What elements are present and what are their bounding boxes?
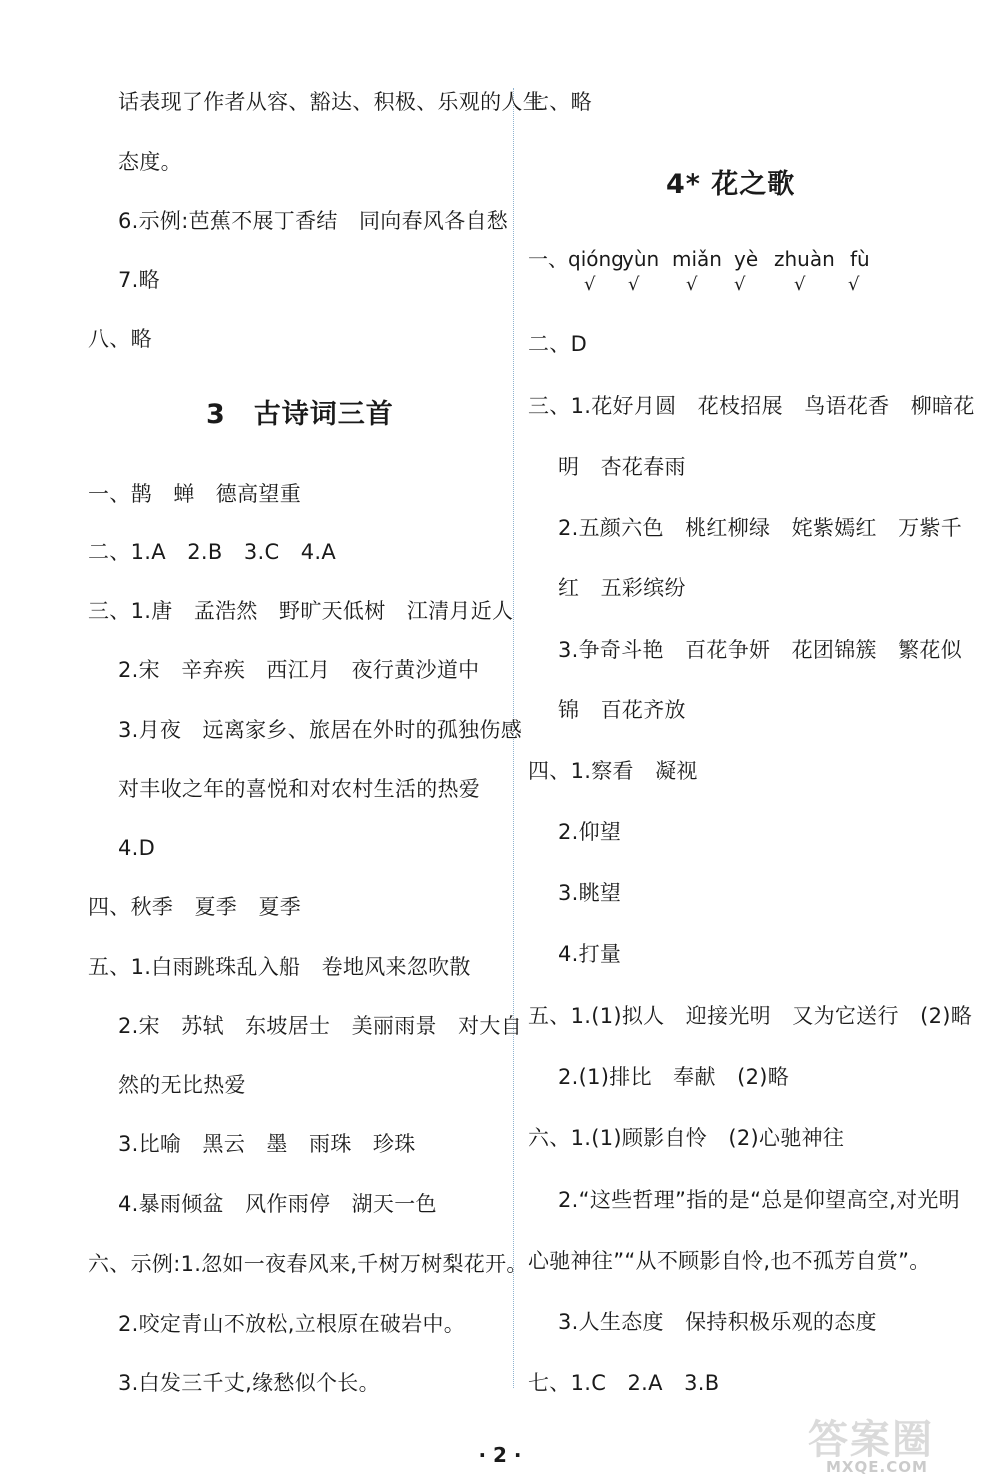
answer-line: 一、鹊 蝉 德高望重 <box>88 482 301 506</box>
answer-line: 三、1.唐 孟浩然 野旷天低树 江清月近人 <box>88 599 514 623</box>
pinyin-answer-row <box>528 246 948 306</box>
answer-line: 3.白发三千丈,缘愁似个长。 <box>118 1371 380 1395</box>
answer-line: 6.示例:芭蕉不展丁香结 同向春风各自愁 <box>118 209 509 233</box>
pinyin-item: zhuàn <box>774 247 835 271</box>
answer-line: 五、1.白雨跳珠乱入船 卷地风来忽吹散 <box>88 955 471 979</box>
answer-line: 2.咬定青山不放松,立根原在破岩中。 <box>118 1312 466 1336</box>
pinyin-item: yè <box>734 247 759 271</box>
answer-line: 六、示例:1.忽如一夜春风来,千树万树梨花开。 <box>88 1252 528 1276</box>
answer-line: 2.(1)排比 奉献 (2)略 <box>558 1065 790 1089</box>
answer-line: 二、1.A 2.B 3.C 4.A <box>88 540 337 564</box>
answer-line: 红 五彩缤纷 <box>558 576 686 600</box>
watermark-url: MXQE.COM <box>826 1458 928 1476</box>
answer-line: 2.“这些哲理”指的是“总是仰望高空,对光明 <box>558 1188 960 1212</box>
answer-line: 七、略 <box>528 90 592 114</box>
pinyin-item: yùn <box>622 247 660 271</box>
check-mark-icon: √ <box>584 274 596 295</box>
answer-line: 然的无比热爱 <box>118 1073 246 1097</box>
answer-line: 3.月夜 远离家乡、旅居在外时的孤独伤感 <box>118 718 523 742</box>
answer-line: 对丰收之年的喜悦和对农村生活的热爱 <box>118 777 481 801</box>
answer-line: 四、1.察看 凝视 <box>528 759 698 783</box>
answer-line: 二、D <box>528 332 588 356</box>
watermark-logo: 答案圈 <box>808 1416 934 1463</box>
check-mark-icon: √ <box>794 274 806 295</box>
answer-line: 3.争奇斗艳 百花争妍 花团锦簇 繁花似 <box>558 638 963 662</box>
pinyin-item: fù <box>850 247 870 271</box>
answer-line: 2.宋 苏轼 东坡居士 美丽雨景 对大自 <box>118 1014 523 1038</box>
answer-line: 四、秋季 夏季 夏季 <box>88 895 301 919</box>
answer-line: 2.五颜六色 桃红柳绿 姹紫嫣红 万紫千 <box>558 516 963 540</box>
answer-line: 3.比喻 黑云 墨 雨珠 珍珠 <box>118 1132 416 1156</box>
check-mark-icon: √ <box>628 274 640 295</box>
pinyin-item: qióng <box>568 247 624 271</box>
answer-line: 三、1.花好月圆 花枝招展 鸟语花香 柳暗花 <box>528 394 975 418</box>
check-mark-icon: √ <box>686 274 698 295</box>
answer-line: 4.打量 <box>558 942 622 966</box>
section-heading-3: 3 古诗词三首 <box>206 399 394 430</box>
answer-line: 五、1.(1)拟人 迎接光明 又为它送行 (2)略 <box>528 1004 973 1028</box>
pinyin-item: miǎn <box>672 247 722 271</box>
check-mark-icon: √ <box>848 274 860 295</box>
check-mark-icon: √ <box>734 274 746 295</box>
answer-line: 2.宋 辛弃疾 西江月 夜行黄沙道中 <box>118 658 480 682</box>
section-heading-4: 4* 花之歌 <box>666 169 796 200</box>
answer-line: 2.仰望 <box>558 820 622 844</box>
answer-line: 心驰神往”“从不顾影自怜,也不孤芳自赏”。 <box>528 1249 931 1273</box>
answer-line: 4.D <box>118 836 156 860</box>
answer-line: 八、略 <box>88 327 152 351</box>
answer-line: 明 杏花春雨 <box>558 455 686 479</box>
answer-line: 7.略 <box>118 268 160 292</box>
answer-line: 六、1.(1)顾影自怜 (2)心驰神往 <box>528 1126 845 1150</box>
answer-line: 3.眺望 <box>558 881 622 905</box>
answer-line: 4.暴雨倾盆 风作雨停 湖天一色 <box>118 1192 437 1216</box>
pinyin-prefix: 一、 <box>528 247 568 271</box>
answer-line: 锦 百花齐放 <box>558 698 686 722</box>
answer-line: 话表现了作者从容、豁达、积极、乐观的人生 <box>118 90 544 114</box>
answer-line: 七、1.C 2.A 3.B <box>528 1371 720 1395</box>
page-number: · 2 · <box>478 1443 522 1467</box>
answer-line: 态度。 <box>118 150 182 174</box>
answer-line: 3.人生态度 保持积极乐观的态度 <box>558 1310 877 1334</box>
